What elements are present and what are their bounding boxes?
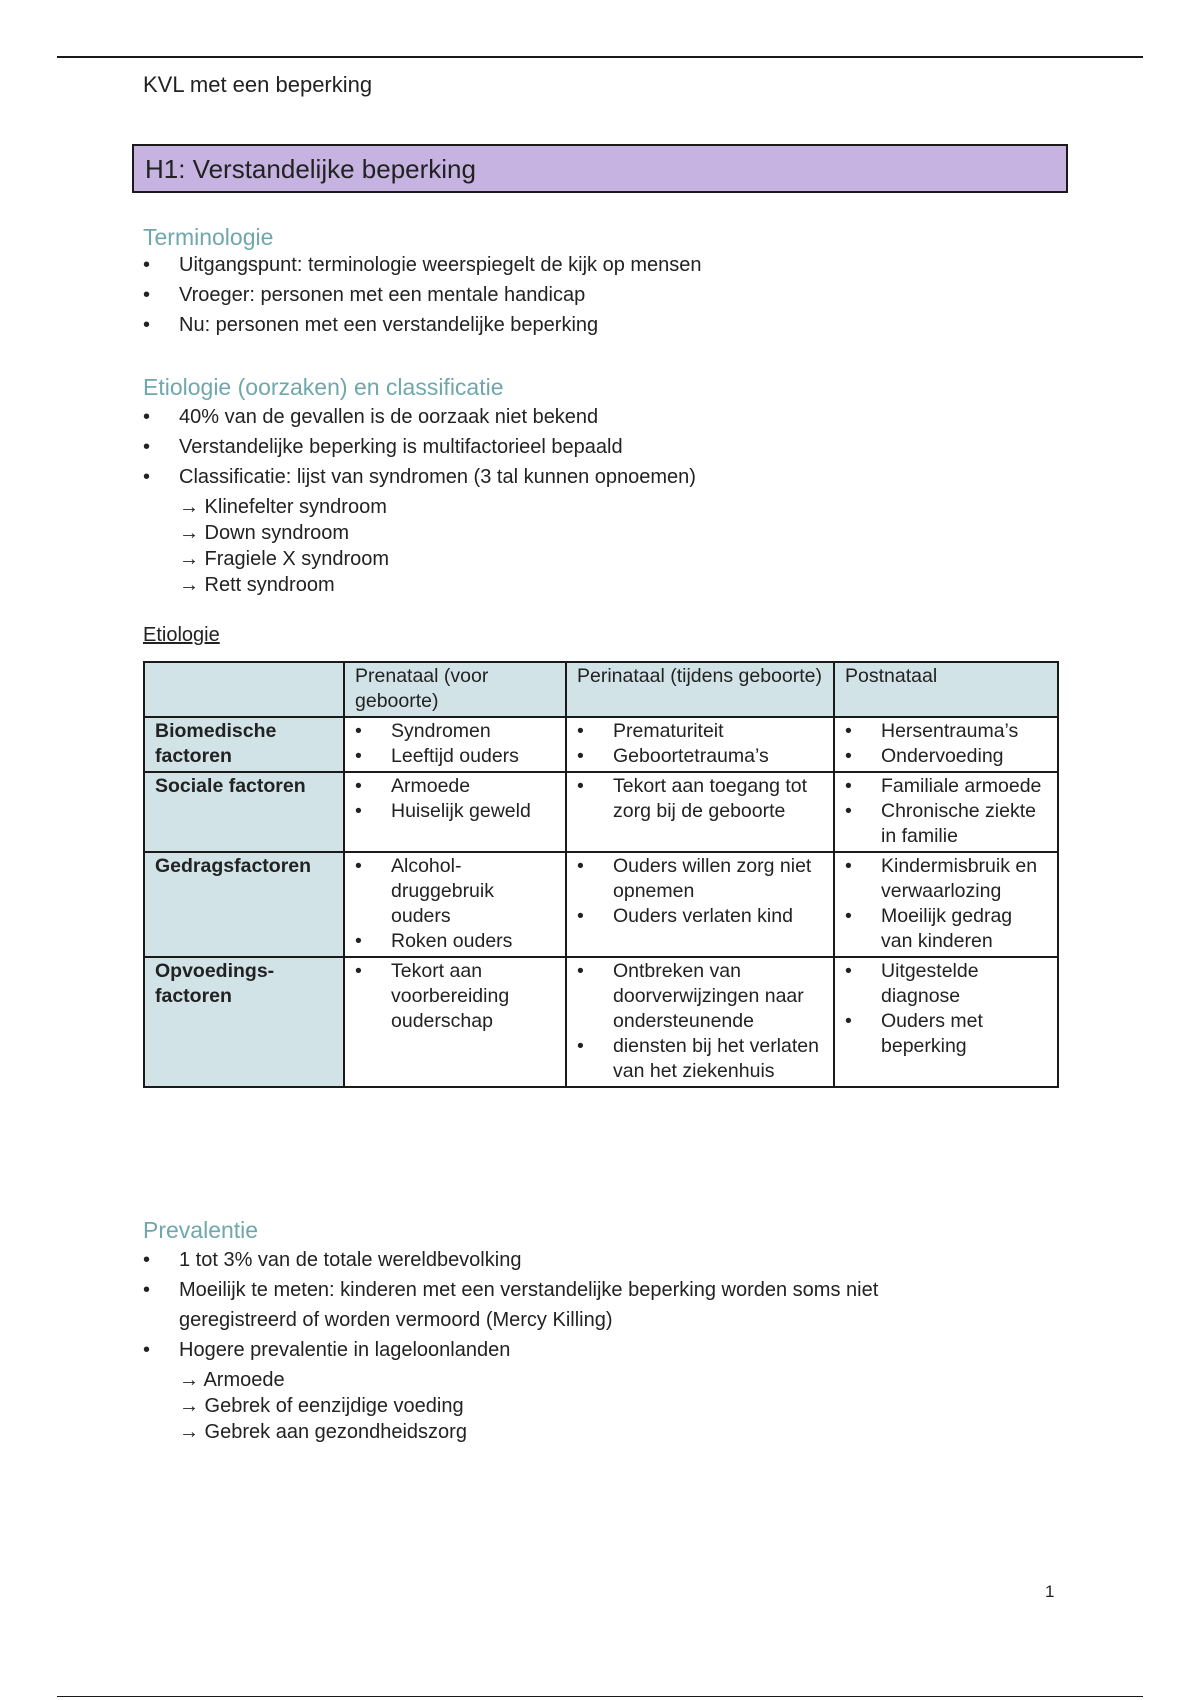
list-item: • 1 tot 3% van de totale wereldbevolking	[143, 1245, 993, 1275]
prevalentie-causes-list	[179, 1367, 467, 1445]
table-row	[144, 957, 1058, 1087]
table-cell	[566, 957, 834, 1087]
table-cell	[344, 772, 566, 852]
top-rule	[57, 56, 1143, 58]
table-header-row	[144, 662, 1058, 717]
cell-item: • Chronische ziekte in familie	[845, 799, 1047, 849]
document-header: KVL met een beperking	[143, 72, 373, 97]
cell-item: • Uitgestelde diagnose	[845, 959, 1047, 1009]
table-corner-cell	[144, 662, 344, 717]
table-cell	[566, 852, 834, 957]
cell-item: • Ouders verlaten kind	[577, 904, 823, 929]
cell-item: • Ouders met beperking	[845, 1009, 1047, 1059]
row-header: Sociale factoren	[144, 772, 344, 852]
cell-item: • Ontbreken van doorverwijzingen naar ondersteunende	[577, 959, 823, 1034]
table-cell	[344, 717, 566, 772]
column-header: Prenataal (voor geboorte)	[344, 662, 566, 717]
cause-item: → Armoede	[179, 1369, 285, 1391]
cell-item: • Ouders willen zorg niet opnemen	[577, 854, 823, 904]
syndrome-list	[179, 494, 389, 598]
table-row	[144, 852, 1058, 957]
chapter-heading-box	[132, 144, 1068, 193]
cell-item: • Hersentrauma’s	[845, 719, 1047, 744]
cell-item: • diensten bij het verlaten van het ziekenhuis	[577, 1034, 823, 1084]
cause-item: → Gebrek of eenzijdige voeding	[179, 1395, 464, 1417]
syndrome-item: → Klinefelter syndroom	[179, 496, 387, 518]
cell-item: • Armoede	[355, 774, 555, 799]
etiologie-table-caption: Etiologie	[143, 624, 220, 646]
table-cell	[566, 772, 834, 852]
cell-item: • Syndromen	[355, 719, 555, 744]
list-item: • Vroeger: personen met een mentale handicap	[143, 280, 1043, 310]
cell-item: • Ondervoeding	[845, 744, 1047, 769]
list-item: • Nu: personen met een verstandelijke beperking	[143, 310, 1043, 340]
table-cell	[834, 852, 1058, 957]
table-cell	[834, 957, 1058, 1087]
table-cell	[834, 717, 1058, 772]
cell-item: • Roken ouders	[355, 929, 555, 954]
list-item: • Moeilijk te meten: kinderen met een verstandelijke beperking worden soms niet geregistreerd of worden vermoord (Mercy Killing)	[143, 1275, 993, 1335]
cell-item: • Moeilijk gedrag van kinderen	[845, 904, 1047, 954]
list-item: • Uitgangspunt: terminologie weerspiegelt de kijk op mensen	[143, 250, 1043, 280]
row-header: Opvoedings-factoren	[144, 957, 344, 1087]
section-title-etiologie-classificatie: Etiologie (oorzaken) en classificatie	[143, 374, 504, 400]
bottom-rule	[57, 1696, 1143, 1697]
column-header: Perinataal (tijdens geboorte)	[566, 662, 834, 717]
prevalentie-list	[143, 1245, 993, 1365]
table-row	[144, 772, 1058, 852]
section-title-terminologie: Terminologie	[143, 224, 274, 250]
cell-item: • Geboortetrauma’s	[577, 744, 823, 769]
cell-item: • Tekort aan voorbereiding ouderschap	[355, 959, 555, 1034]
cell-item: • Alcohol-druggebruik ouders	[355, 854, 555, 929]
cell-item: • Familiale armoede	[845, 774, 1047, 799]
table-row	[144, 717, 1058, 772]
syndrome-item: → Fragiele X syndroom	[179, 548, 390, 570]
table-cell	[566, 717, 834, 772]
row-header: Biomedische factoren	[144, 717, 344, 772]
etiologie-list	[143, 402, 1043, 492]
cell-item: • Huiselijk geweld	[355, 799, 555, 824]
row-header: Gedragsfactoren	[144, 852, 344, 957]
table-cell	[344, 957, 566, 1087]
cell-item: • Leeftijd ouders	[355, 744, 555, 769]
column-header: Postnataal	[834, 662, 1058, 717]
cell-item: • Prematuriteit	[577, 719, 823, 744]
cell-item: • Tekort aan toegang tot zorg bij de geboorte	[577, 774, 823, 824]
list-item: • 40% van de gevallen is de oorzaak niet bekend	[143, 402, 1043, 432]
etiologie-table	[143, 661, 1059, 1088]
table-cell	[834, 772, 1058, 852]
terminologie-list	[143, 250, 1043, 340]
table-cell	[344, 852, 566, 957]
syndrome-item: → Rett syndroom	[179, 574, 335, 596]
page-number: 1	[1045, 1582, 1055, 1601]
list-item: • Hogere prevalentie in lageloonlanden	[143, 1335, 993, 1365]
chapter-title: H1: Verstandelijke beperking	[145, 154, 476, 184]
cause-item: → Gebrek aan gezondheidszorg	[179, 1421, 467, 1443]
list-item: • Verstandelijke beperking is multifactorieel bepaald	[143, 432, 1043, 462]
list-item: • Classificatie: lijst van syndromen (3 tal kunnen opnoemen)	[143, 462, 1043, 492]
cell-item: • Kindermisbruik en verwaarlozing	[845, 854, 1047, 904]
syndrome-item: → Down syndroom	[179, 522, 350, 544]
section-title-prevalentie: Prevalentie	[143, 1217, 259, 1243]
